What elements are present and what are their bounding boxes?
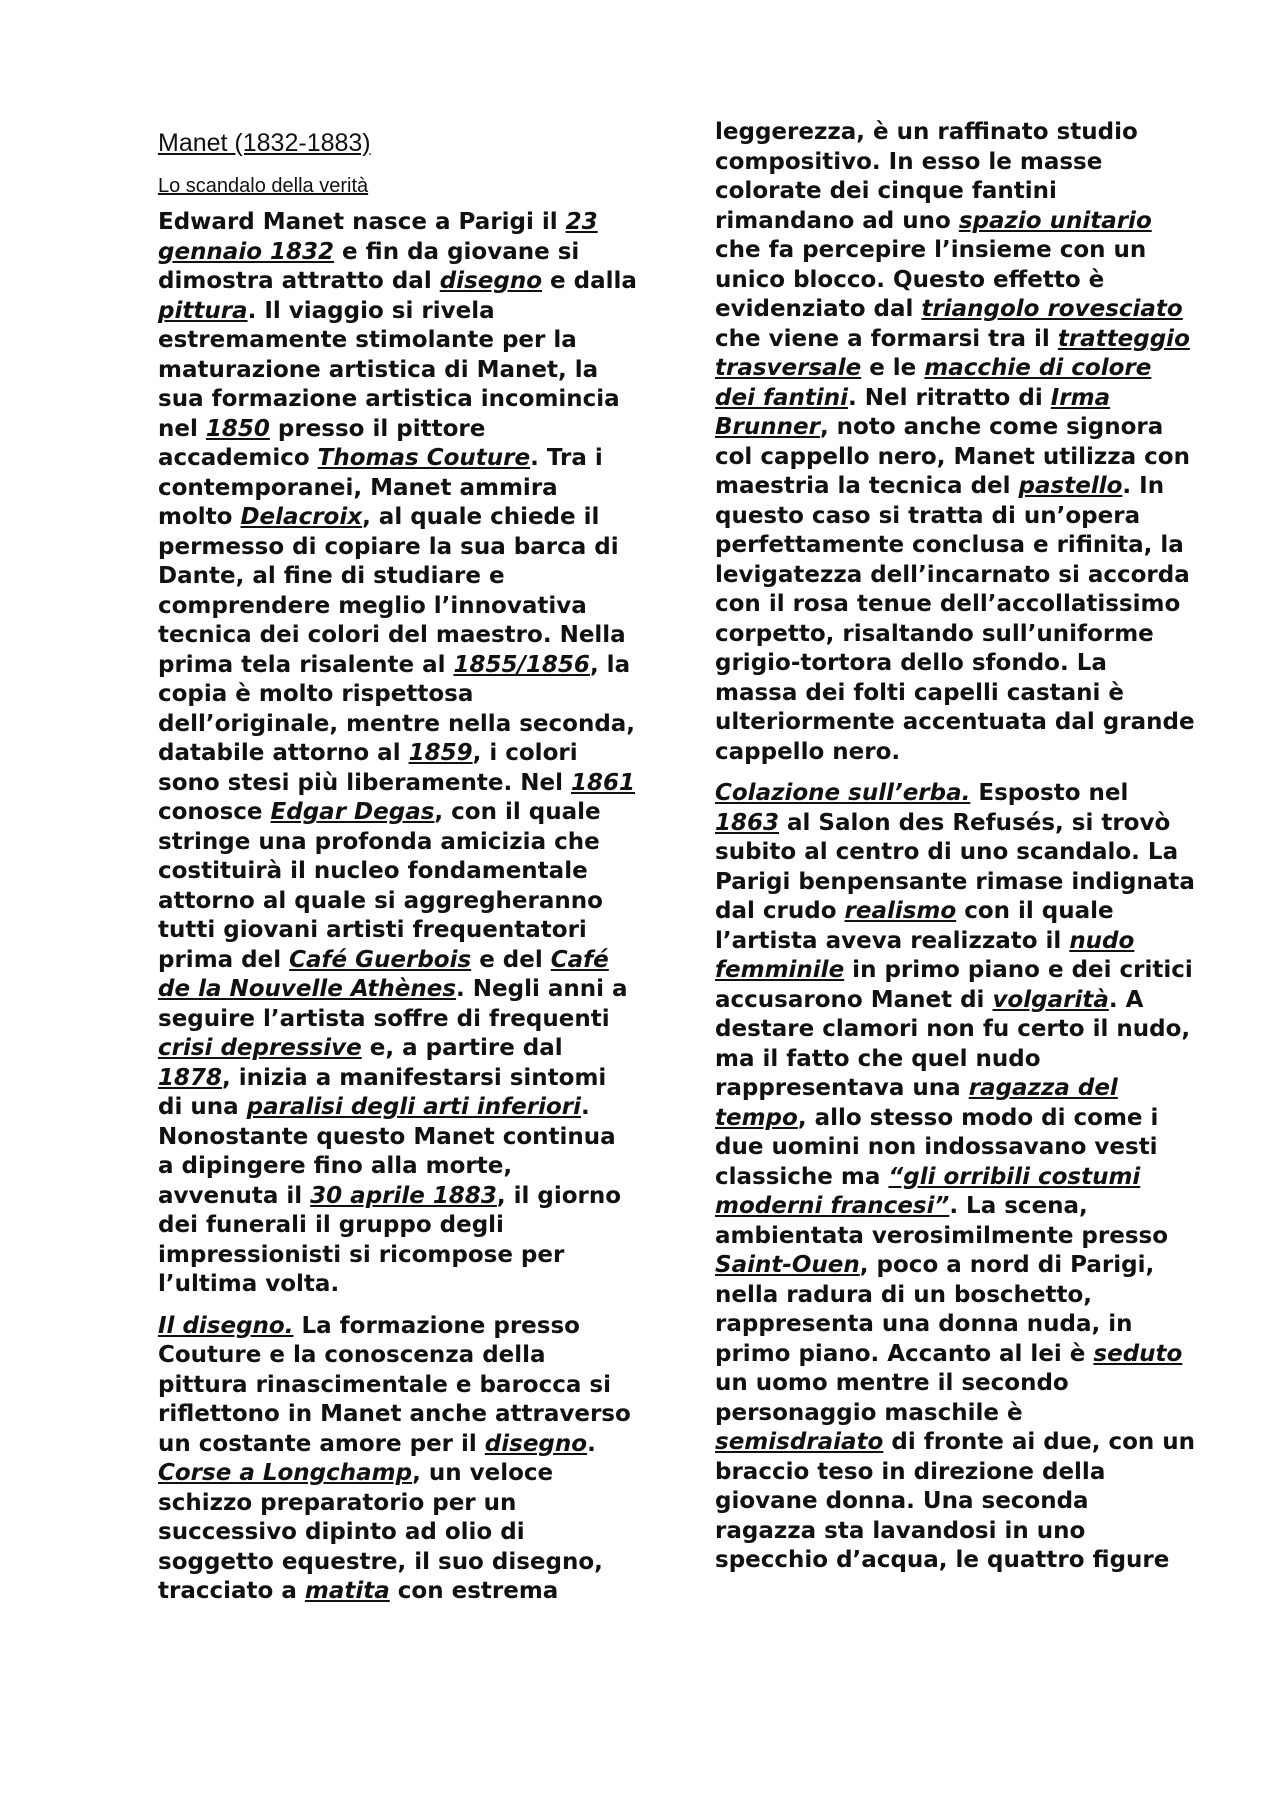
paragraph xyxy=(715,118,1195,767)
emphasized-term: Café de la Nouvelle Athènes xyxy=(158,946,609,1002)
emphasized-term: 1861 xyxy=(570,769,635,796)
text-run: . Nonostante questo Manet continua a dipingere fino alla morte, avvenuta il xyxy=(158,1094,616,1209)
emphasized-term: “gli orribili costumi moderni francesi” xyxy=(715,1163,1141,1219)
emphasized-term: Corse a Longchamp xyxy=(158,1460,413,1486)
text-run: . Negli anni a seguire l’artista soffre di frequenti xyxy=(158,976,628,1032)
text-run: . La scena, ambientata verosimilmente presso xyxy=(715,1193,1169,1249)
paragraph xyxy=(158,1312,638,1607)
text-run: Edward Manet nasce a Parigi il xyxy=(158,209,566,235)
emphasized-term: triangolo rovesciato xyxy=(921,296,1183,322)
emphasized-term: disegno xyxy=(439,268,542,294)
text-run: un uomo mentre il secondo personaggio maschile è xyxy=(715,1370,1069,1426)
emphasized-term: nudo femminile xyxy=(715,927,1135,983)
emphasized-term: Colazione sull’erba. xyxy=(715,780,971,806)
text-run: . Il viaggio si rivela estremamente stimolante per la maturazione artistica di Manet, la sua formazione artistica incomincia nel xyxy=(158,297,620,442)
text-run: e fin da giovane si dimostra attratto dal xyxy=(158,238,580,294)
emphasized-term: paralisi degli arti inferiori xyxy=(246,1094,582,1120)
text-run: . Tra i contemporanei, Manet ammira molto xyxy=(158,445,603,530)
emphasized-term: 23 gennaio 1832 xyxy=(158,209,598,265)
text-run: con estrema xyxy=(389,1578,559,1604)
text-run: , inizia a manifestarsi sintomi di una xyxy=(158,1064,607,1120)
emphasized-term: ragazza del tempo xyxy=(715,1075,1118,1131)
emphasized-term: 1855/1856 xyxy=(453,651,590,678)
emphasized-term: macchie di colore dei fantini xyxy=(715,355,1152,411)
emphasized-term: matita xyxy=(304,1578,390,1604)
text-run: e del xyxy=(471,946,551,973)
text-run: . xyxy=(587,1430,596,1457)
text-run: conosce xyxy=(158,799,271,825)
emphasized-term: tratteggio trasversale xyxy=(715,325,1190,381)
emphasized-term: 1863 xyxy=(715,809,780,836)
emphasized-term: pittura xyxy=(158,297,248,324)
emphasized-term: pastello xyxy=(1018,473,1123,499)
emphasized-term: 1859 xyxy=(408,740,473,766)
right-column-body xyxy=(715,118,1195,1576)
emphasized-term: seduto xyxy=(1093,1340,1183,1367)
emphasized-term: realismo xyxy=(844,898,957,924)
text-run: di fronte ai due, con un braccio teso in direzione della giovane donna. Una seconda ragazza sta lavandosi in uno specchio d’acqua, le quattro figure xyxy=(715,1429,1196,1573)
text-run: , allo stesso modo di come i due uomini non indossavano vesti classiche ma xyxy=(715,1104,1159,1190)
left-column xyxy=(158,128,638,1619)
emphasized-term: Irma Brunner xyxy=(715,384,1111,440)
emphasized-term: 1850 xyxy=(205,415,270,442)
text-run: in primo piano e dei critici accusarono Manet di xyxy=(715,957,1193,1013)
text-run: . A destare clamori non fu certo il nudo, ma il fatto che quel nudo rappresentava una xyxy=(715,986,1191,1101)
text-run: , il giorno dei funerali il gruppo degli impressionisti si ricompose per l’ultima volta. xyxy=(158,1182,622,1297)
emphasized-term: semisdraiato xyxy=(715,1429,884,1455)
emphasized-term: spazio unitario xyxy=(958,207,1152,234)
text-run: . Nel ritratto di xyxy=(848,384,1051,411)
text-run: , con il quale stringe una profonda amicizia che costituirà il nucleo fondamentale attorno al quale si aggregheranno tutti giovani artisti frequentatori prima del xyxy=(158,799,603,973)
left-column-body xyxy=(158,208,638,1607)
page-title: Manet (1832-1883) xyxy=(158,129,371,157)
text-run: , al quale chiede il permesso di copiare la sua barca di Dante, al fine di studiare e comprendere meglio l’innovativa tecnica dei colori del maestro. Nella prima tela risalente al xyxy=(158,504,626,678)
emphasized-term: disegno xyxy=(484,1430,588,1457)
paragraph xyxy=(715,779,1195,1576)
text-run: e dalla xyxy=(542,268,637,294)
paragraph xyxy=(158,208,638,1300)
text-run: Esposto nel xyxy=(970,780,1129,806)
emphasized-term: 1878 xyxy=(158,1064,223,1091)
emphasized-term: 30 aprile 1883 xyxy=(310,1182,497,1209)
text-run: , un veloce schizzo preparatorio per un successivo dipinto ad olio di soggetto equestre, il suo disegno, tracciato a xyxy=(158,1460,603,1604)
text-run: e le xyxy=(861,355,925,381)
emphasized-term: Delacroix xyxy=(240,504,363,530)
text-run: , la copia è molto rispettosa dell’originale, mentre nella seconda, databile attorno al xyxy=(158,651,636,766)
page-subtitle: Lo scandalo della verità xyxy=(158,175,369,197)
text-run: che fa percepire l’insieme con un unico blocco. Questo effetto è evidenziato dal xyxy=(715,237,1147,322)
text-run: che viene a formarsi tra il xyxy=(715,325,1058,352)
text-run: La formazione presso Couture e la conoscenza della pittura rinascimentale e barocca si riflettono in Manet anche attraverso un costante amore per il xyxy=(158,1312,631,1457)
text-run: al Salon des Refusés, si trovò subito al centro di uno scandalo. La Parigi benpensante rimase indignata dal crudo xyxy=(715,809,1195,924)
text-run: . In questo caso si tratta di un’opera perfettamente conclusa e rifinita, la levigatezza dell’incarnato si accorda con il rosa tenue dell’accollatissimo corpetto, risaltando sull’uniforme grigio-tortora dello sfondo. La massa dei folti capelli castani è ulteriormente accentuata dal grande cappello nero. xyxy=(715,473,1195,765)
right-column xyxy=(715,118,1195,1588)
emphasized-term: Il disegno. xyxy=(158,1312,294,1339)
text-run: leggerezza, è un raffinato studio compositivo. In esso le masse colorate dei cinque fantini rimandano ad uno xyxy=(715,119,1138,234)
emphasized-term: volgarità xyxy=(992,986,1109,1013)
emphasized-term: crisi depressive xyxy=(158,1035,362,1061)
text-run: e, a partire dal xyxy=(361,1035,563,1061)
text-run: , i colori sono stesi più liberamente. Nel xyxy=(158,740,578,796)
emphasized-term: Café Guerbois xyxy=(289,946,472,973)
emphasized-term: Edgar Degas xyxy=(270,799,435,825)
text-run: con il quale l’artista aveva realizzato il xyxy=(715,898,1114,954)
text-run: presso il pittore accademico xyxy=(158,415,486,471)
text-run: , noto anche come signora col cappello nero, Manet utilizza con maestria la tecnica del xyxy=(715,414,1190,499)
emphasized-term: Saint-Ouen xyxy=(715,1252,860,1278)
emphasized-term: Thomas Couture xyxy=(317,445,531,471)
text-run: , poco a nord di Parigi, nella radura di un boschetto, rappresenta una donna nuda, in primo piano. Accanto al lei è xyxy=(715,1252,1155,1367)
